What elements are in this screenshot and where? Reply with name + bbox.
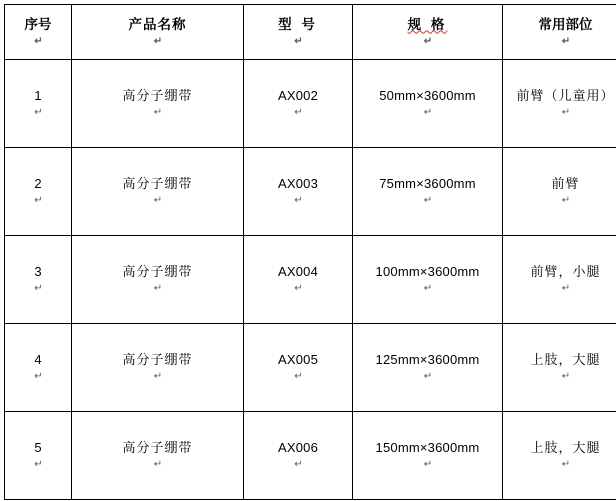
cell-spec bbox=[353, 412, 503, 500]
cell-name bbox=[72, 412, 244, 500]
cell-no-value: 3 bbox=[7, 264, 69, 281]
paragraph-mark-icon: ↵ bbox=[424, 459, 432, 470]
cell-part-value: 前臂，小腿 bbox=[505, 264, 616, 281]
column-header-spec bbox=[353, 5, 503, 60]
cell-part-value: 上肢，大腿 bbox=[505, 352, 616, 369]
paragraph-mark-icon: ↵ bbox=[34, 107, 42, 118]
table-row bbox=[5, 412, 616, 500]
paragraph-mark-icon: ↵ bbox=[562, 195, 570, 206]
table-row bbox=[5, 148, 616, 236]
cell-spec bbox=[353, 148, 503, 236]
cell-no bbox=[5, 324, 72, 412]
column-header-model-label: 型 号 bbox=[246, 16, 350, 34]
paragraph-mark-icon: ↵ bbox=[294, 195, 302, 206]
cell-model-value: AX006 bbox=[246, 440, 350, 457]
paragraph-mark-icon: ↵ bbox=[294, 459, 302, 470]
paragraph-mark-icon: ↵ bbox=[154, 36, 162, 47]
cell-no bbox=[5, 412, 72, 500]
paragraph-mark-icon: ↵ bbox=[562, 107, 570, 118]
paragraph-mark-icon: ↵ bbox=[154, 195, 162, 206]
cell-no-value: 1 bbox=[7, 88, 69, 105]
table-row bbox=[5, 60, 616, 148]
cell-model-value: AX003 bbox=[246, 176, 350, 193]
cell-part-value: 前臂（儿童用） bbox=[505, 88, 616, 105]
product-spec-table bbox=[4, 4, 616, 500]
column-header-part-label: 常用部位 bbox=[505, 16, 616, 34]
cell-spec-value: 100mm×3600mm bbox=[355, 264, 500, 281]
paragraph-mark-icon: ↵ bbox=[424, 371, 432, 382]
cell-spec bbox=[353, 324, 503, 412]
table-header-row bbox=[5, 5, 616, 60]
paragraph-mark-icon: ↵ bbox=[34, 195, 42, 206]
column-header-name-label: 产品名称 bbox=[74, 16, 241, 34]
paragraph-mark-icon: ↵ bbox=[294, 283, 302, 294]
cell-name-value: 高分子绷带 bbox=[74, 176, 241, 193]
cell-name bbox=[72, 60, 244, 148]
paragraph-mark-icon: ↵ bbox=[562, 283, 570, 294]
cell-name-value: 高分子绷带 bbox=[74, 352, 241, 369]
cell-part bbox=[503, 412, 616, 500]
cell-name bbox=[72, 148, 244, 236]
table-row bbox=[5, 236, 616, 324]
paragraph-mark-icon: ↵ bbox=[294, 36, 302, 47]
cell-spec bbox=[353, 236, 503, 324]
cell-no bbox=[5, 60, 72, 148]
cell-part bbox=[503, 60, 616, 148]
paragraph-mark-icon: ↵ bbox=[562, 36, 570, 47]
cell-part-value: 前臂 bbox=[505, 176, 616, 193]
paragraph-mark-icon: ↵ bbox=[424, 283, 432, 294]
document-page bbox=[0, 4, 616, 501]
paragraph-mark-icon: ↵ bbox=[34, 371, 42, 382]
cell-spec bbox=[353, 60, 503, 148]
cell-no-value: 4 bbox=[7, 352, 69, 369]
paragraph-mark-icon: ↵ bbox=[562, 371, 570, 382]
cell-model-value: AX004 bbox=[246, 264, 350, 281]
paragraph-mark-icon: ↵ bbox=[34, 283, 42, 294]
paragraph-mark-icon: ↵ bbox=[424, 107, 432, 118]
paragraph-mark-icon: ↵ bbox=[154, 459, 162, 470]
cell-part-value: 上肢，大腿 bbox=[505, 440, 616, 457]
column-header-no-label: 序号 bbox=[7, 16, 69, 34]
paragraph-mark-icon: ↵ bbox=[154, 371, 162, 382]
cell-model bbox=[244, 60, 353, 148]
cell-model-value: AX005 bbox=[246, 352, 350, 369]
cell-model-value: AX002 bbox=[246, 88, 350, 105]
paragraph-mark-icon: ↵ bbox=[424, 36, 432, 47]
cell-spec-value: 150mm×3600mm bbox=[355, 440, 500, 457]
cell-model bbox=[244, 412, 353, 500]
paragraph-mark-icon: ↵ bbox=[562, 459, 570, 470]
cell-model bbox=[244, 148, 353, 236]
paragraph-mark-icon: ↵ bbox=[34, 36, 42, 47]
cell-name-value: 高分子绷带 bbox=[74, 88, 241, 105]
cell-no bbox=[5, 236, 72, 324]
cell-part bbox=[503, 148, 616, 236]
paragraph-mark-icon: ↵ bbox=[294, 107, 302, 118]
cell-name-value: 高分子绷带 bbox=[74, 440, 241, 457]
cell-name-value: 高分子绷带 bbox=[74, 264, 241, 281]
cell-model bbox=[244, 236, 353, 324]
cell-no-value: 2 bbox=[7, 176, 69, 193]
column-header-model bbox=[244, 5, 353, 60]
column-header-part bbox=[503, 5, 616, 60]
column-header-no bbox=[5, 5, 72, 60]
cell-model bbox=[244, 324, 353, 412]
table-row bbox=[5, 324, 616, 412]
cell-name bbox=[72, 236, 244, 324]
cell-name bbox=[72, 324, 244, 412]
column-header-name bbox=[72, 5, 244, 60]
cell-part bbox=[503, 236, 616, 324]
cell-spec-value: 75mm×3600mm bbox=[355, 176, 500, 193]
column-header-spec-label: 规 格 bbox=[355, 16, 500, 34]
paragraph-mark-icon: ↵ bbox=[154, 107, 162, 118]
cell-spec-value: 125mm×3600mm bbox=[355, 352, 500, 369]
paragraph-mark-icon: ↵ bbox=[34, 459, 42, 470]
cell-part bbox=[503, 324, 616, 412]
paragraph-mark-icon: ↵ bbox=[424, 195, 432, 206]
cell-spec-value: 50mm×3600mm bbox=[355, 88, 500, 105]
cell-no-value: 5 bbox=[7, 440, 69, 457]
paragraph-mark-icon: ↵ bbox=[154, 283, 162, 294]
cell-no bbox=[5, 148, 72, 236]
paragraph-mark-icon: ↵ bbox=[294, 371, 302, 382]
